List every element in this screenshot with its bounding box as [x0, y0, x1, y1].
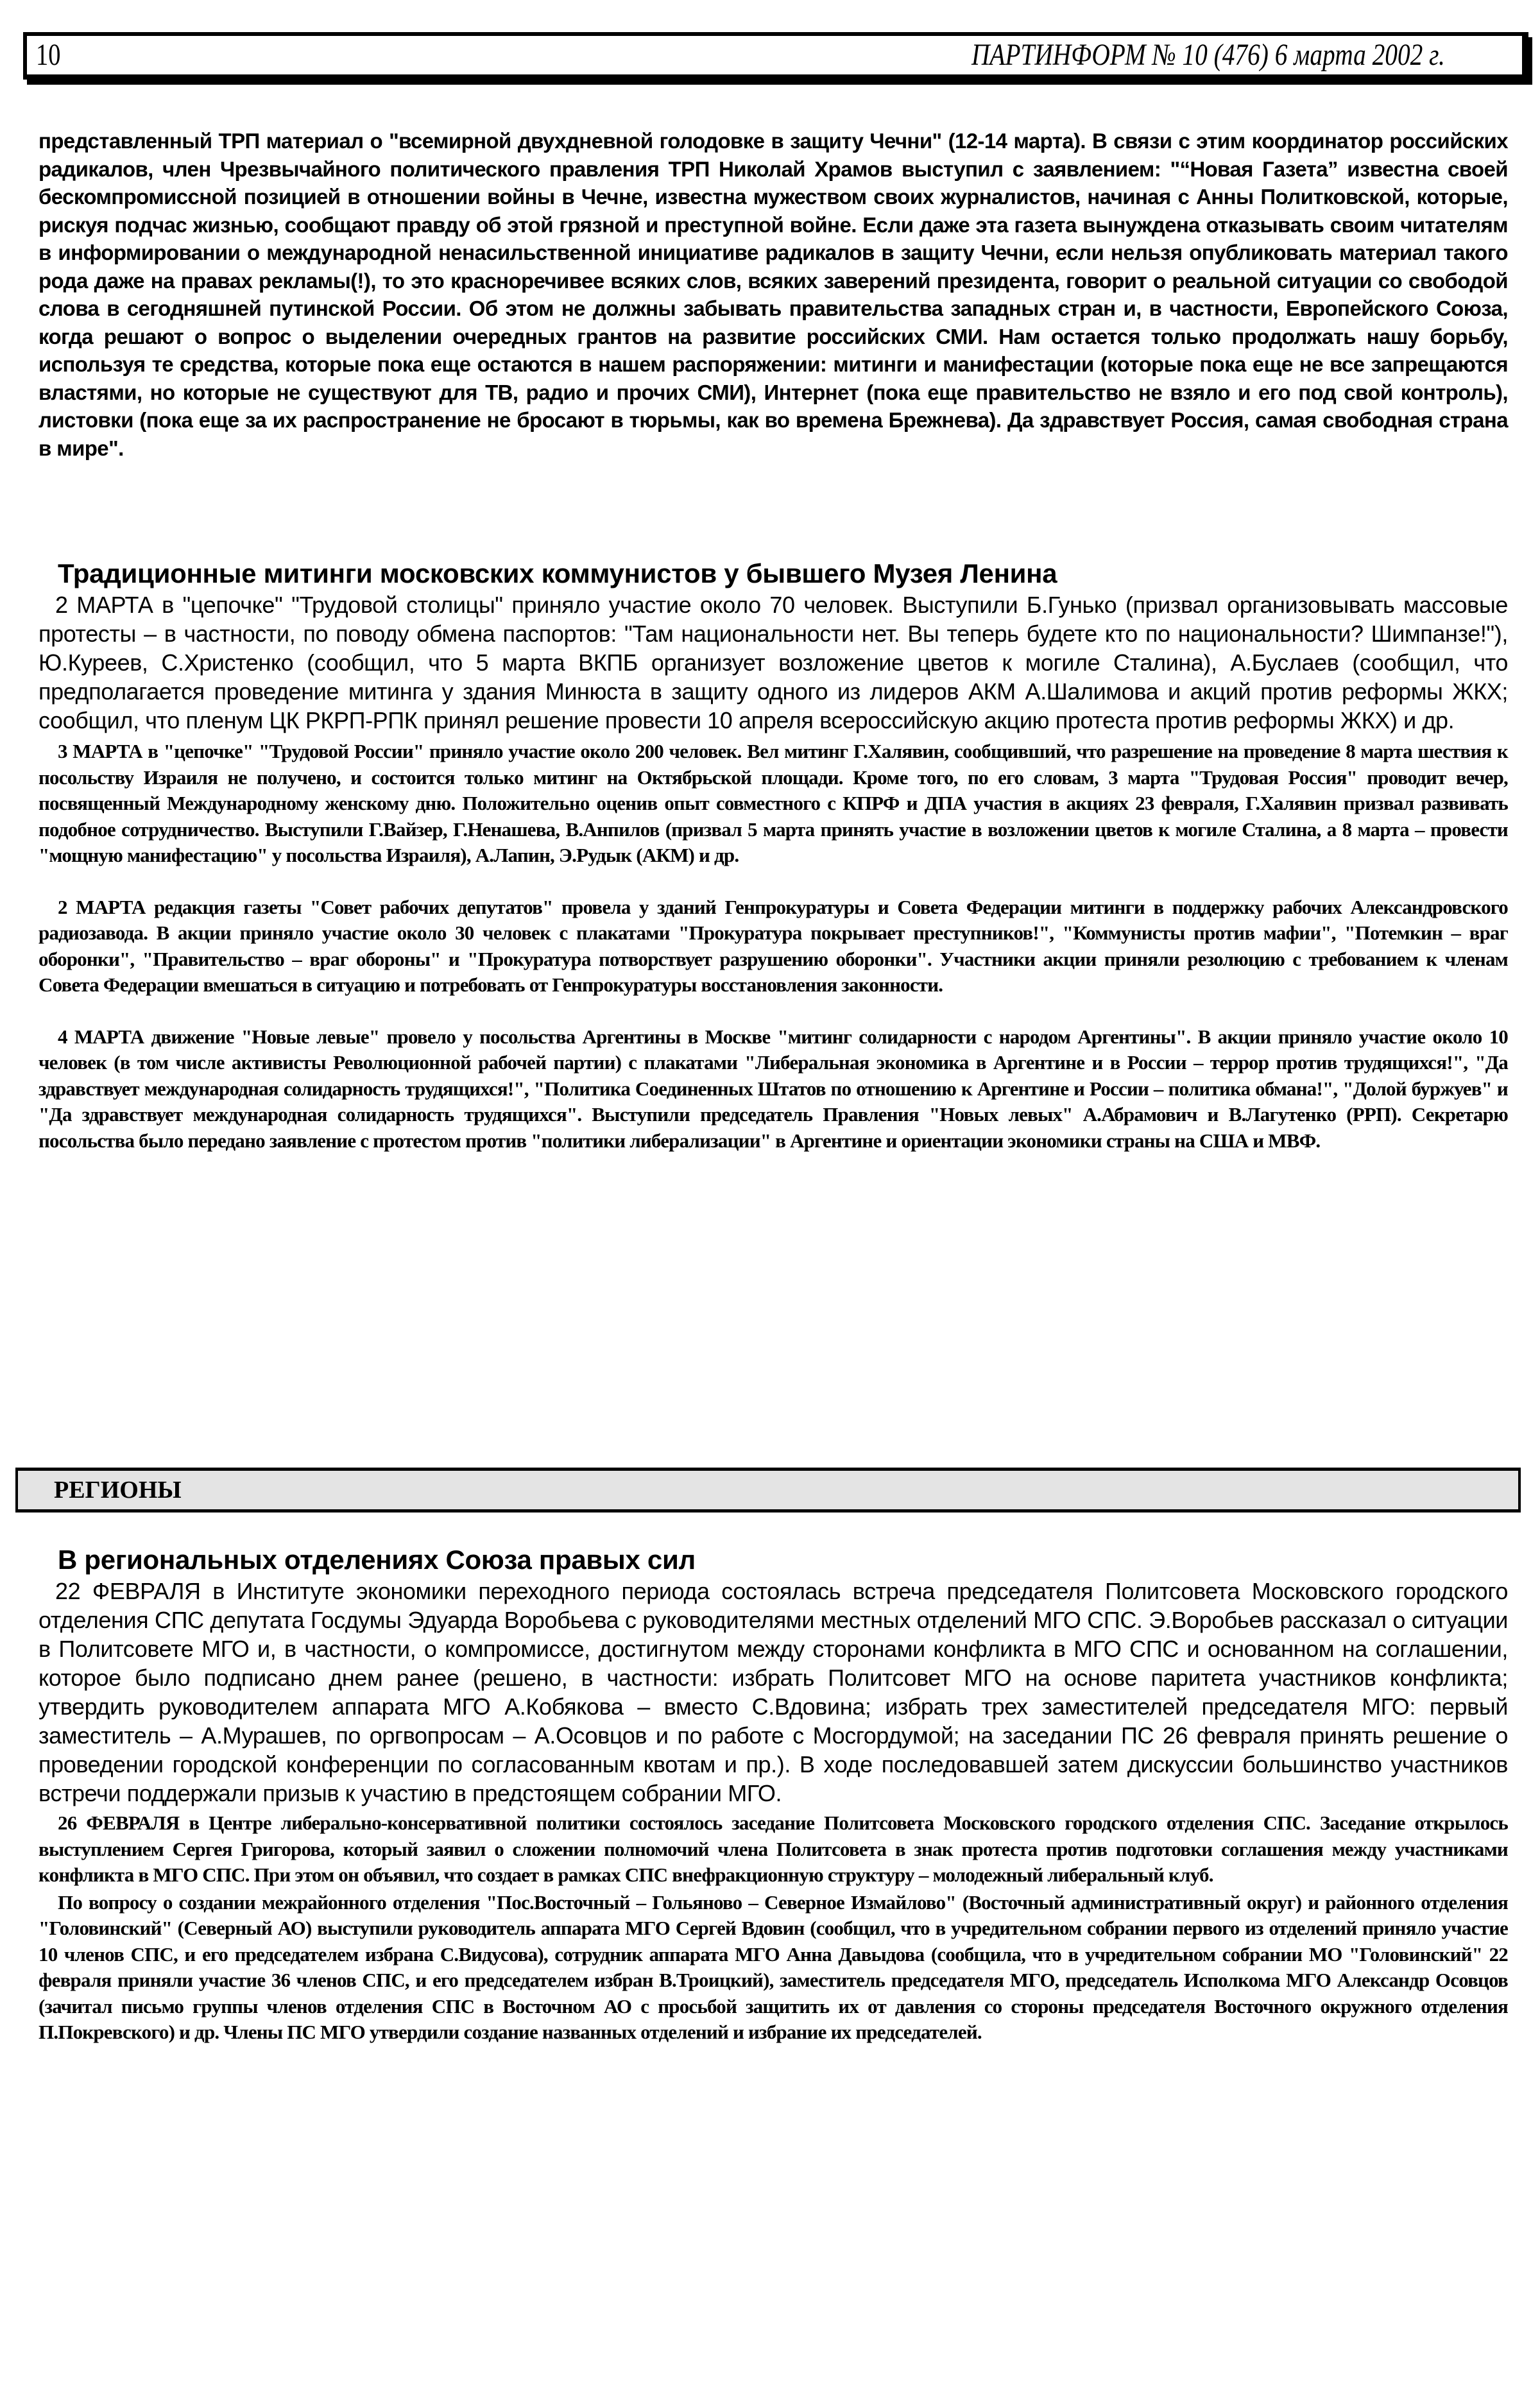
article-sps	[38, 1543, 1508, 2046]
masthead: ПАРТИНФОРМ № 10 (476) 6 марта 2002 г.	[971, 38, 1445, 72]
article-paragraph: 2 МАРТА в "цепочке" "Трудовой столицы" приняло участие около 70 человек. Выступили Б.Гунько (призвал организовывать массовые протесты – в частности, по поводу обмена паспортов: "Там национальности нет. Вы теперь будете кто по национальности? Шимпанзе!"), Ю.Куреев, С.Христенко (сообщил, что 5 марта ВКПБ организует возложение цветов к могиле Сталина), А.Буслаев (сообщил, что предполагается проведение митинга у здания Минюста в защиту одного из лидеров АКМ А.Шалимова и акций против реформы ЖКХ; сообщил, что пленум ЦК РКРП-РПК принял решение провести 10 апреля всероссийскую акцию протеста против реформы ЖКХ) и др.	[38, 592, 1508, 733]
article-paragraph: 3 МАРТА в "цепочке" "Трудовой России" приняло участие около 200 человек. Вел митинг Г.Халявин, сообщивший, что разрешение на проведение 8 марта шествия к посольству Израиля не получено, и состоится только митинг на Октябрьской площади. Кроме того, по его словам, 3 марта "Трудовая Россия" проводит вечер, посвященный Международному женскому дню. Положительно оценив опыт совместного с КПРФ и ДПА участия в акциях 23 февраля, Г.Халявин призвал развивать подобное сотрудничество. Выступили Г.Вайзер, Г.Ненашева, В.Анпилов (призвал 5 марта принять участие в возложении цветов к могиле Сталина, а 8 марта – провести "мощную манифестацию" у посольства Израиля), А.Лапин, Э.Рудык (АКМ) и др.	[38, 740, 1508, 866]
article-communists	[38, 557, 1508, 1154]
page-header	[23, 32, 1528, 80]
section-title: РЕГИОНЫ	[54, 1477, 182, 1504]
article-paragraph: По вопросу о создании межрайонного отделения "Пос.Восточный – Гольяново – Северное Измайлово" (Восточный административный округ) и районного отделения "Головинский" (Северный АО) выступили руководитель аппарата МГО Сергей Вдовин (сообщил, что в учредительном собрании первого из отделений приняло участие 10 членов СПС, и его председателем избрана С.Видусова), сотрудник аппарата МГО Анна Давыдова (сообщила, что в учредительном собрании МО "Головинский" 22 февраля приняли участие 36 членов СПС, и его председателем избран В.Троицкий), заместитель председателя МГО, председатель Исполкома МГО Александр Осовцов (зачитал письмо группы членов отделения СПС в Восточном АО с просьбой защитить их от давления со стороны председателя Восточного окружного отделения П.Покревского) и др. Члены ПС МГО утвердили создание названных отделений и избрание их председателей.	[38, 1890, 1508, 2043]
article-title: Традиционные митинги московских коммунистов у бывшего Музея Ленина	[58, 558, 1057, 588]
article-paragraph: 26 ФЕВРАЛЯ в Центре либерально-консервативной политики состоялось заседание Политсовета Московского городского отделения СПС. Заседание открылось выступлением Сергея Григорова, который заявил о сложении полномочий члена Политсовета в знак протеста против подготовки соглашения между участниками конфликта в МГО СПС. При этом он объявил, что создает в рамках СПС внефракционную структуру – молодежный либеральный клуб.	[38, 1812, 1508, 1886]
article-paragraph: 22 ФЕВРАЛЯ в Институте экономики переходного периода состоялась встреча председателя Политсовета Московского городского отделения СПС депутата Госдумы Эдуарда Воробьева с руководителями местных отделений МГО СПС. Э.Воробьев рассказал о ситуации в Политсовете МГО и, в частности, о компромиссе, достигнутом между сторонами конфликта в МГО СПС и основанном на соглашении, которое было подписано днем ранее (решено, в частности: избрать Политсовет МГО на основе паритета участников конфликта; утвердить руководителем аппарата МГО А.Кобякова – вместо С.Вдовина; избрать трех заместителей председателя МГО: первый заместитель – А.Мурашев, по оргвопросам – А.Осовцов и по работе с Мосгордумой; на заседании ПС 26 февраля принять решение о проведении городской конференции по согласованным квотам и пр.). В ходе последовавшей затем дискуссии большинство участников встречи поддержали призыв к участию в предстоящем собрании МГО.	[38, 1578, 1508, 1806]
article-paragraph: 2 МАРТА редакция газеты "Совет рабочих депутатов" провела у зданий Генпрокуратуры и Совета Федерации митинги в поддержку рабочих Александровского радиозавода. В акции приняло участие около 30 человек с плакатами "Прокуратура покрывает преступников!", "Коммунисты против мафии", "Потемкин – враг оборонки", "Правительство – враг обороны" и "Прокуратура потворствует разрушению оборонки". Участники акции приняли резолюцию с требованием к членам Совета Федерации вмешаться в ситуацию и потребовать от Генпрокуратуры восстановления законности.	[38, 895, 1508, 996]
section-header	[15, 1468, 1521, 1512]
article-paragraph: 4 МАРТА движение "Новые левые" провело у посольства Аргентины в Москве "митинг солидарности с народом Аргентины". В акции приняло участие около 10 человек (в том числе активисты Революционной рабочей партии) с плакатами "Либеральная экономика в Аргентине и в России – террор против трудящихся!", "Да здравствует международная солидарность трудящихся!", "Политика Соединенных Штатов по отношению к Аргентине и России – политика обмана!", "Долой буржуев" и "Да здравствует международная солидарность трудящихся". Выступили председатель Правления "Новых левых" А.Абрамович и В.Лагутенко (РРП). Секретарю посольства было передано заявление с протестом против "политики либерализации" в Аргентине и ориентации экономики страны на США и МВФ.	[38, 1025, 1508, 1152]
page-number: 10	[36, 38, 61, 72]
continued-paragraph: представленный ТРП материал о "всемирной двухдневной голодовке в защиту Чечни" (12-14 марта). В связи с этим координатор российских радикалов, член Чрезвычайного политического правления ТРП Николай Храмов выступил с заявлением: "“Новая Газета” известна своей бескомпромиссной позицией в отношении войны в Чечне, известна мужеством своих журналистов, начиная с Анны Политковской, которые, рискуя подчас жизнью, сообщают правду об этой грязной и преступной войне. Если даже эта газета вынуждена отказывать своим читателям в информировании о международной ненасильственной инициативе радикалов в защиту Чечни, если нельзя опубликовать материал такого рода даже на правах рекламы(!), то это красноречивее всяких слов, всяких заверений президента, говорит о реальной ситуации со свободой слова в сегодняшней путинской России. Об этом не должны забывать правительства западных стран и, в частности, Европейского Союза, когда решают о вопрос о выделении очередных грантов на развитие российских СМИ. Нам остается только продолжать нашу борьбу, используя те средства, которые пока еще остаются в нашем распоряжении: митинги и манифестации (которые пока еще не все запрещаются властями, но которые не существуют для ТВ, радио и прочих СМИ), Интернет (пока еще правительство не взяло и его под свой контроль), листовки (пока еще за их распространение не бросают в тюрьмы, как во времена Брежнева). Да здравствует Россия, самая свободная страна в мире".	[38, 129, 1508, 460]
article-title: В региональных отделениях Союза правых сил	[58, 1545, 696, 1575]
